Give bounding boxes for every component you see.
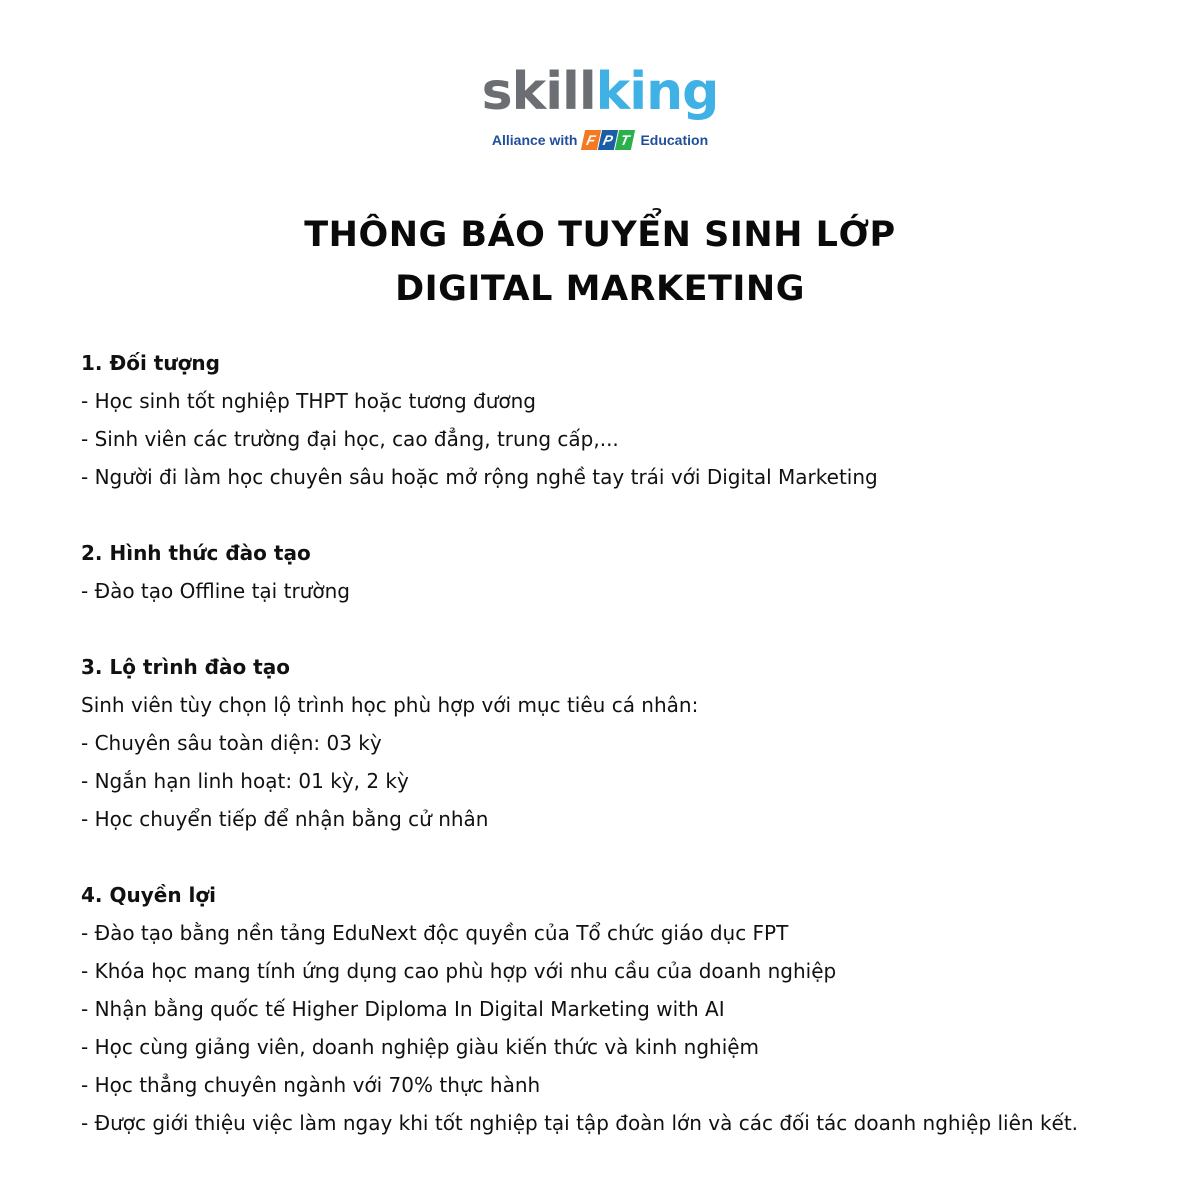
section-heading: 1. Đối tượng xyxy=(81,351,220,375)
section-spacer xyxy=(81,838,1161,876)
announcement-body xyxy=(81,344,1161,1142)
list-item: - Khóa học mang tính ứng dụng cao phù hợp với nhu cầu của doanh nghiệp xyxy=(81,959,837,983)
list-item: - Người đi làm học chuyên sâu hoặc mở rộng nghề tay trái với Digital Marketing xyxy=(81,465,878,489)
list-item: Sinh viên tùy chọn lộ trình học phù hợp với mục tiêu cá nhân: xyxy=(81,693,699,717)
section-spacer xyxy=(81,610,1161,648)
list-item: - Học cùng giảng viên, doanh nghiệp giàu kiến thức và kinh nghiệm xyxy=(81,1035,760,1059)
logo-king-text: king xyxy=(595,62,719,122)
skillking-wordmark xyxy=(482,60,719,124)
section-heading: 2. Hình thức đào tạo xyxy=(81,541,311,565)
list-item: - Học chuyển tiếp để nhận bằng cử nhân xyxy=(81,807,489,831)
section-format xyxy=(81,534,1161,610)
list-item: - Sinh viên các trường đại học, cao đẳng, trung cấp,... xyxy=(81,427,619,451)
alliance-prefix: Alliance with xyxy=(491,132,578,148)
section-heading: 3. Lộ trình đào tạo xyxy=(81,655,290,679)
page-title xyxy=(0,208,1200,316)
fpt-letter-p: P xyxy=(598,130,618,150)
list-item: - Nhận bằng quốc tế Higher Diploma In Digital Marketing with AI xyxy=(81,997,725,1021)
brand-logo xyxy=(0,60,1200,150)
list-item: - Được giới thiệu việc làm ngay khi tốt nghiệp tại tập đoàn lớn và các đối tác doanh nghiệp liên kết. xyxy=(81,1111,1079,1135)
list-item: - Chuyên sâu toàn diện: 03 kỳ xyxy=(81,731,382,755)
alliance-line xyxy=(492,130,708,150)
fpt-letter-f: F xyxy=(581,130,601,150)
alliance-suffix: Education xyxy=(640,132,709,148)
fpt-letter-t: T xyxy=(615,130,635,150)
section-heading: 4. Quyền lợi xyxy=(81,883,216,907)
section-spacer xyxy=(81,496,1161,534)
list-item: - Học sinh tốt nghiệp THPT hoặc tương đương xyxy=(81,389,536,413)
list-item: - Ngắn hạn linh hoạt: 01 kỳ, 2 kỳ xyxy=(81,769,409,793)
title-line-1: THÔNG BÁO TUYỂN SINH LỚP xyxy=(304,215,896,255)
section-benefits xyxy=(81,876,1161,1142)
title-line-2: DIGITAL MARKETING xyxy=(395,269,805,309)
list-item: - Đào tạo bằng nền tảng EduNext độc quyền của Tổ chức giáo dục FPT xyxy=(81,921,789,945)
list-item: - Học thẳng chuyên ngành với 70% thực hành xyxy=(81,1073,541,1097)
logo-skill-text: skill xyxy=(481,62,596,122)
fpt-logo-icon xyxy=(583,130,634,150)
section-roadmap xyxy=(81,648,1161,838)
list-item: - Đào tạo Offline tại trường xyxy=(81,579,350,603)
section-target xyxy=(81,344,1161,496)
